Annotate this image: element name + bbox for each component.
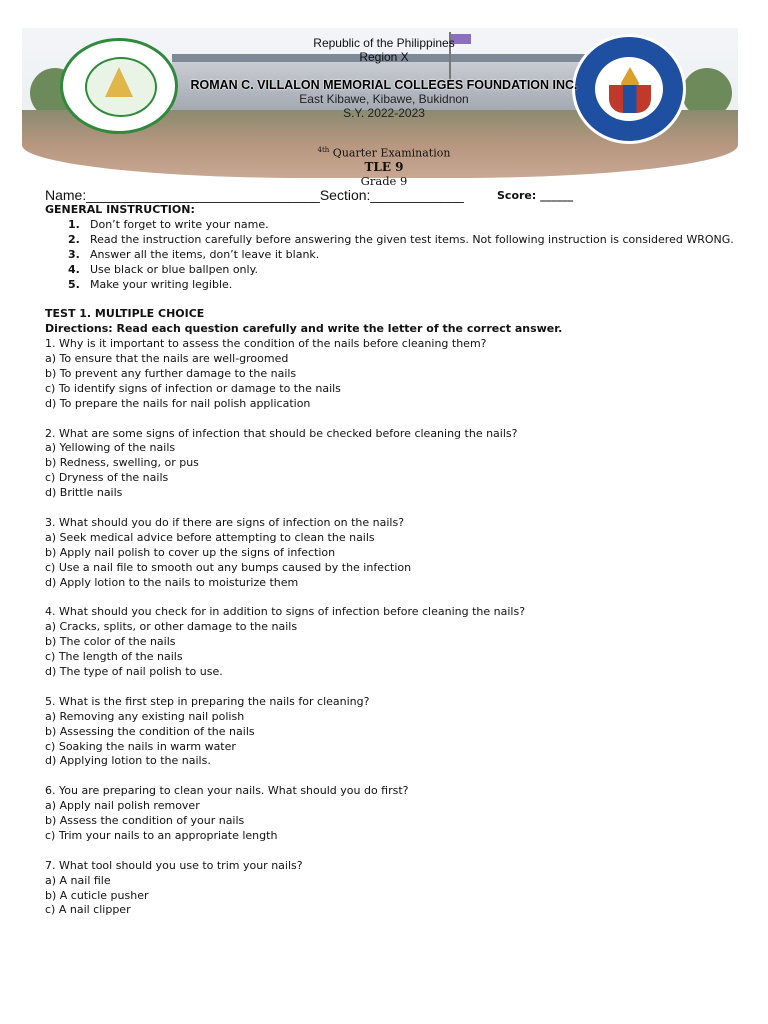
answer-choice: a) Seek medical advice before attempting to clean the nails: [45, 530, 375, 544]
instruction-item: [45, 218, 735, 233]
answer-choice: c) The length of the nails: [45, 650, 183, 664]
answer-choice: d) Brittle nails: [45, 486, 123, 500]
question-text: 4. What should you check for in addition to signs of infection before cleaning the nails?: [45, 605, 526, 619]
answer-choice: c) Trim your nails to an appropriate length: [45, 828, 278, 842]
exam-quarter: [0, 146, 768, 160]
instruction-text: Make your writing legible.: [90, 277, 233, 291]
instruction-number: 4.: [68, 262, 80, 276]
question-text: 6. You are preparing to clean your nails. What should you do first?: [45, 784, 409, 798]
instruction-text: Read the instruction carefully before answering the given test items. Not following instruction is considered WRONG.: [90, 232, 734, 246]
quarter-text: Quarter Examination: [329, 146, 451, 160]
question-list: [45, 337, 735, 918]
question-text: 3. What should you do if there are signs of infection on the nails?: [45, 515, 405, 529]
instruction-number: 3.: [68, 247, 80, 261]
name-section-line[interactable]: Name:______________________________Section:____________: [45, 187, 464, 203]
answer-choice: a) Apply nail polish remover: [45, 799, 200, 813]
answer-choice: d) To prepare the nails for nail polish application: [45, 396, 311, 410]
question-block: [45, 784, 735, 859]
general-instruction-title: GENERAL INSTRUCTION:: [45, 203, 195, 216]
instruction-number: 1.: [68, 217, 80, 231]
answer-choice: a) Yellowing of the nails: [45, 441, 176, 455]
answer-choice: a) A nail file: [45, 873, 111, 887]
answer-choice: a) To ensure that the nails are well-groomed: [45, 352, 289, 366]
answer-choice: b) The color of the nails: [45, 635, 176, 649]
exam-content: [45, 203, 735, 918]
quarter-superscript: 4th: [317, 146, 330, 154]
header-address: East Kibawe, Kibawe, Bukidnon: [299, 92, 469, 106]
answer-choice: c) Use a nail file to smooth out any bumps caused by the infection: [45, 560, 412, 574]
answer-choice: b) Redness, swelling, or pus: [45, 456, 199, 470]
instruction-item: [45, 233, 735, 248]
answer-choice: b) Apply nail polish to cover up the signs of infection: [45, 545, 336, 559]
instruction-number: 2.: [68, 232, 80, 246]
answer-choice: c) Dryness of the nails: [45, 471, 169, 485]
instruction-text: Answer all the items, don’t leave it blank.: [90, 247, 320, 261]
header-school-name: ROMAN C. VILLALON MEMORIAL COLLEGES FOUNDATION INC.: [190, 78, 578, 92]
question-block: [45, 859, 735, 919]
header-region: Region X: [359, 50, 409, 64]
instruction-number: 5.: [68, 277, 80, 291]
test1-directions: Directions: Read each question carefully and write the letter of the correct answer.: [45, 322, 563, 336]
instruction-item: [45, 278, 735, 293]
answer-choice: b) To prevent any further damage to the nails: [45, 366, 297, 380]
question-text: 1. Why is it important to assess the condition of the nails before cleaning them?: [45, 337, 487, 351]
question-text: 5. What is the first step in preparing the nails for cleaning?: [45, 694, 370, 708]
question-block: [45, 427, 735, 516]
answer-choice: c) A nail clipper: [45, 903, 131, 917]
answer-choice: b) Assess the condition of your nails: [45, 814, 245, 828]
instruction-text: Don’t forget to write your name.: [90, 217, 269, 231]
instruction-item: [45, 263, 735, 278]
answer-choice: d) Apply lotion to the nails to moisturize them: [45, 575, 299, 589]
header-country: Republic of the Philippines: [313, 36, 455, 50]
answer-choice: c) Soaking the nails in warm water: [45, 739, 236, 753]
answer-choice: b) A cuticle pusher: [45, 888, 149, 902]
answer-choice: b) Assessing the condition of the nails: [45, 724, 255, 738]
score-line[interactable]: Score: ______: [497, 189, 574, 202]
exam-grade: Grade 9: [360, 174, 408, 188]
question-block: [45, 605, 735, 694]
answer-choice: d) The type of nail polish to use.: [45, 665, 223, 679]
header-school-year: S.Y. 2022-2023: [343, 106, 425, 120]
exam-subject: TLE 9: [364, 160, 404, 174]
instruction-item: [45, 248, 735, 263]
general-instruction-list: [45, 218, 735, 293]
answer-choice: c) To identify signs of infection or damage to the nails: [45, 381, 341, 395]
question-block: [45, 695, 735, 784]
answer-choice: d) Applying lotion to the nails.: [45, 754, 211, 768]
question-text: 2. What are some signs of infection that should be checked before cleaning the nails?: [45, 426, 518, 440]
question-block: [45, 516, 735, 605]
question-block: [45, 337, 735, 426]
answer-choice: a) Removing any existing nail polish: [45, 709, 245, 723]
answer-choice: a) Cracks, splits, or other damage to the nails: [45, 620, 298, 634]
test1-title: TEST 1. MULTIPLE CHOICE: [45, 307, 205, 321]
instruction-text: Use black or blue ballpen only.: [90, 262, 259, 276]
question-text: 7. What tool should you use to trim your nails?: [45, 858, 303, 872]
